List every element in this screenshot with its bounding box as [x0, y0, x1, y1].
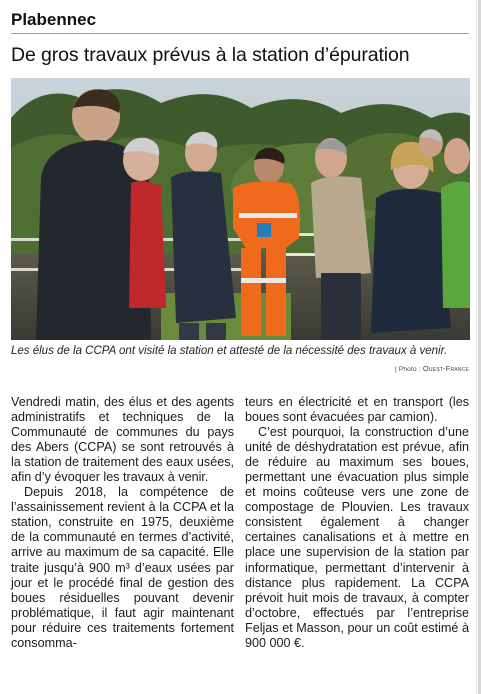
paragraph: teurs en électricité et en transport (les boues sont évacuées par camion).: [245, 395, 469, 425]
section-divider: [11, 33, 469, 34]
paragraph: Depuis 2018, la compétence de l’assainissement revient à la CCPA et la station, construite en 1975, deuxième de la communauté en termes d’activité, arrive au maximum de sa capacité. Elle traite jusqu’à 900 m³ d’eaux usées par jour et le procédé final de gestion des boues résiduelles pouvant devenir problématique, il faut agir maintenant pour réduire ces traitements fortement consomma-: [11, 485, 234, 650]
paragraph: Vendredi matin, des élus et des agents administratifs et techniques de la Communauté de communes du pays des Abers (CCPA) se sont retrouvés à la station de traitement des eaux usées, afin d’y évoquer les travaux à venir.: [11, 395, 234, 485]
photo-credit-prefix: | Photo :: [394, 366, 423, 373]
photo-credit: [395, 364, 469, 373]
section-title: Plabennec: [11, 10, 97, 29]
paragraph: C’est pourquoi, la construction d’une unité de déshydratation est prévue, afin de réduire au maximum ses boues, permettant une évacuation plus simple et moins coûteuse vers une zone de compostage de Plouvien. Les travaux consistent également à changer certaines canalisations et à mettre en place une supervision de la station par informatique, permettant d’intervenir à distance plus rapidement. La CCPA prévoit huit mois de travaux, à compter d’octobre, effectués par l’entreprise Feljas et Masson, pour un coût estimé à 900 000 €.: [245, 425, 469, 650]
article-column-right: [245, 395, 469, 651]
article-photo: [11, 78, 470, 340]
photo-illustration: [11, 78, 470, 340]
photo-caption: Les élus de la CCPA ont visité la station et attesté de la nécessité des travaux à venir.: [11, 345, 448, 357]
page-edge-line: [476, 0, 477, 694]
article-headline: De gros travaux prévus à la station d’épuration: [11, 44, 410, 66]
photo-credit-source: Ouest-France: [422, 364, 469, 373]
article-column-left: [11, 395, 234, 651]
